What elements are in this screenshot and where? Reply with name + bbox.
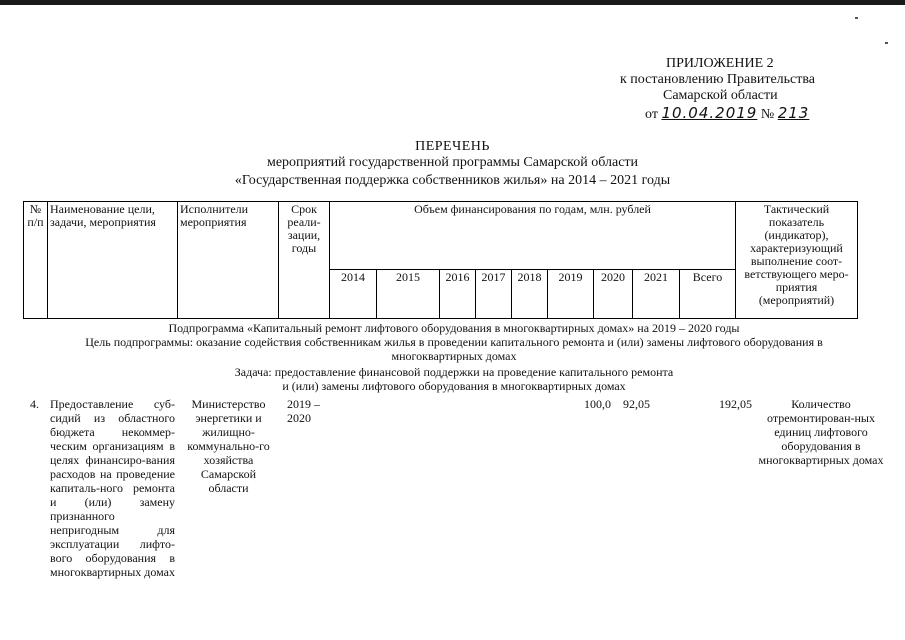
row-indicator: Количество отремонтирован-ных единиц лифтового оборудования в многоквартирных домах — [758, 397, 884, 467]
subprogram-goal: Цель подпрограммы: оказание содействия собственникам жилья в проведении капитального ремонта и (или) замены лифтового оборудования в — [85, 335, 823, 349]
document-program-name: «Государственная поддержка собственников жилья» на 2014 – 2021 годы — [234, 173, 671, 188]
number-sign: № — [760, 107, 775, 122]
subprogram-goal-cont: многоквартирных домах — [391, 349, 517, 363]
subprogram-task: Задача: предоставление финансовой поддержки на проведение капитального ремонта — [234, 365, 674, 379]
header-year: 2015 — [377, 269, 440, 318]
scan-speck — [885, 42, 888, 44]
scan-top-edge — [0, 0, 905, 5]
subprogram-title: Подпрограмма «Капитальный ремонт лифтового оборудования в многоквартирных домах» на 2019 – 2020 годы — [168, 321, 740, 335]
header-year: 2018 — [512, 269, 548, 318]
header-indicator: Тактический показатель (индикатор), характеризующий выполнение соот-ветствующего меро-приятия (мероприятий) — [736, 202, 858, 319]
appendix-title: ПРИЛОЖЕНИЕ 2 — [666, 56, 774, 71]
header-executor: Исполнители мероприятия — [178, 202, 279, 319]
header-year: 2016 — [440, 269, 476, 318]
appendix-resolution: к постановлению Правительства — [620, 72, 816, 87]
row-executor: Министерство энергетики и жилищно-коммунально-го хозяйства Самарской области — [187, 397, 270, 495]
header-funding: Объем финансирования по годам, млн. рублей — [330, 202, 736, 270]
handwritten-number: 213 — [777, 104, 810, 122]
date-prefix: от — [645, 107, 658, 122]
header-total: Всего — [680, 269, 736, 318]
header-year: 2021 — [633, 269, 680, 318]
document-heading: ПЕРЕЧЕНЬ — [415, 139, 490, 154]
header-name: Наименование цели, задачи, мероприятия — [48, 202, 178, 319]
row-value-2020: 92,05 — [623, 397, 650, 411]
appendix-date-line — [645, 105, 809, 123]
row-term: 2019 – 2020 — [287, 397, 320, 425]
document-subheading: мероприятий государственной программы Самарской области — [266, 155, 639, 170]
header-year: 2019 — [548, 269, 594, 318]
scan-speck — [855, 17, 858, 19]
header-year: 2014 — [330, 269, 377, 318]
row-value-2019: 100,0 — [584, 397, 611, 411]
subprogram-task-cont: и (или) замены лифтового оборудования в многоквартирных домах — [282, 379, 626, 393]
header-year: 2020 — [594, 269, 633, 318]
row-number: 4. — [30, 397, 39, 411]
header-term: Срок реали-зации, годы — [279, 202, 330, 319]
header-year: 2017 — [476, 269, 512, 318]
row-measure-name: Предоставление суб-сидий из областного бюджета некоммер-ческим организациям в целях финансиро-вания расходов на проведение капиталь-ного ремонта и (или) замену признанного непригодным для эксплуатации лифто-вого оборудования в многоквартирных домах — [50, 397, 176, 579]
handwritten-date: 10.04.2019 — [661, 104, 758, 122]
appendix-region: Самарской области — [663, 88, 778, 103]
row-value-total: 192,05 — [719, 397, 752, 411]
header-table — [23, 201, 858, 319]
header-num: № п/п — [24, 202, 48, 319]
